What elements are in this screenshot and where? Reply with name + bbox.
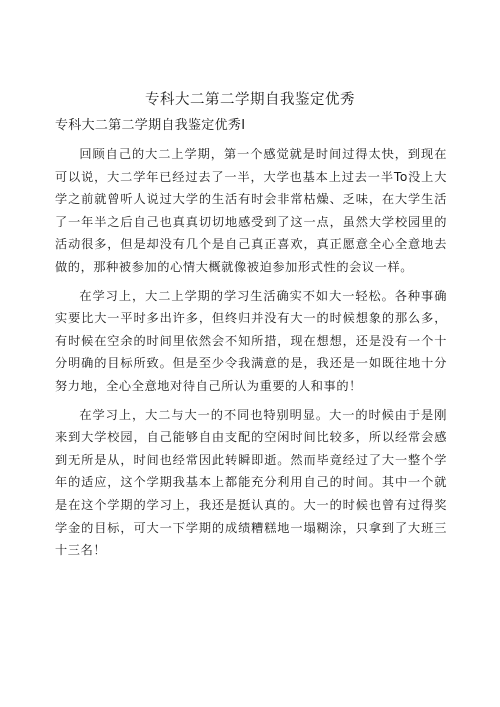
document-title: 专科大二第二学期自我鉴定优秀 xyxy=(145,92,355,108)
document-subtitle: 专科大二第二学期自我鉴定优秀Ⅰ xyxy=(55,118,246,133)
document-body xyxy=(55,143,447,568)
paragraph: 在学习上，大二上学期的学习生活确实不如大一轻松。各种事确实要比大一平时多出许多，但终归并没有大一的时候想象的那么多，有时候在空余的时间里依然会不知所措，现在想想，还是没有一个十分明确的目标所致。但是至少令我满意的是，我还是一如既往地十分努力地，全心全意地对待自己所认为重要的人和事的！ xyxy=(55,288,447,393)
paragraph: 回顾自己的大二上学期，第一个感觉就是时间过得太快，到现在可以说，大二学年已经过去了一半，大学也基本上过去一半To没上大学之前就曾听人说过大学的生活有时会非常枯燥、乏味，在大学生活了一年半之后自己也真真切切地感受到了这一点，虽然大学校园里的活动很多，但是却没有几个是自己真正喜欢，真正愿意全心全意地去做的，那种被参加的心情大概就像被迫参加形式性的会议一样。 xyxy=(55,147,447,274)
paragraph: 在学习上，大二与大一的不同也特别明显。大一的时候由于是刚来到大学校园，自己能够自由支配的空闲时间比较多，所以经常会感到无所是从，时间也经常因此转瞬即逝。然而毕竟经过了大一整个学年的适应，这个学期我基本上都能充分利用自己的时间。其中一个就是在这个学期的学习上，我还是挺认真的。大一的时候也曾有过得奖学金的目标，可大一下学期的成绩糟糕地一塌糊涂，只拿到了大班三十三名！ xyxy=(55,407,447,558)
